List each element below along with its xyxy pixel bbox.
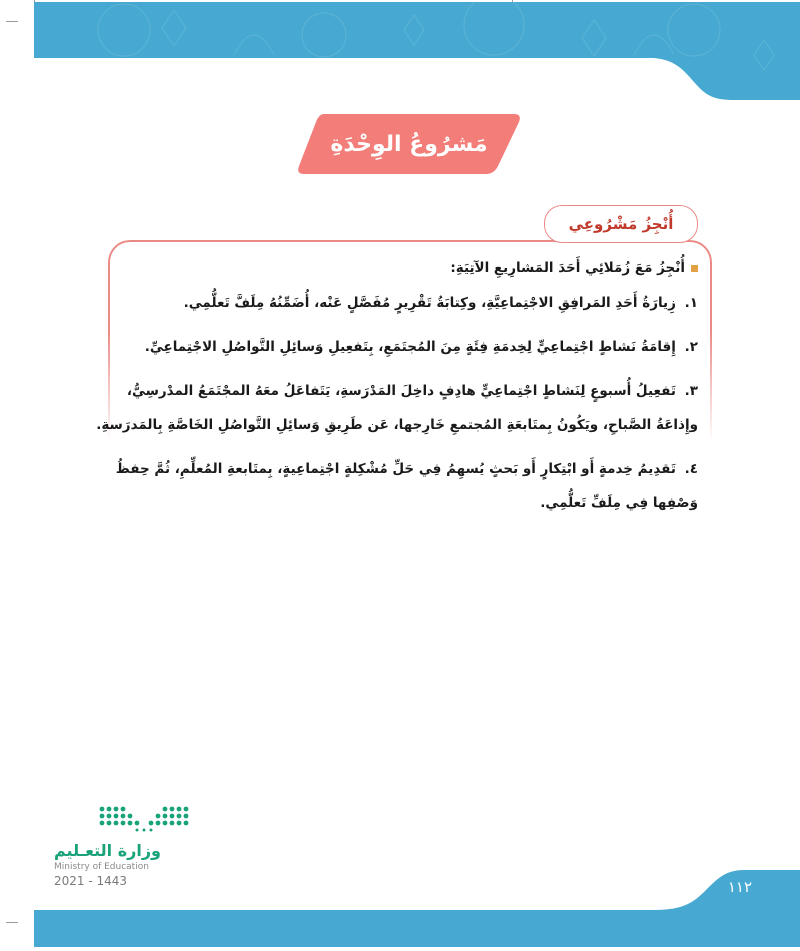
logo-dot [107,814,112,819]
intro-line [96,258,698,278]
logo-dot [184,814,189,819]
logo-dot [100,821,105,826]
logo-dot [100,807,105,812]
logo-dot [177,807,182,812]
item-number: ٣. [684,383,698,399]
item-number: ١. [684,295,698,311]
item-text: تَفعِيلُ أُسبوعٍ لِنَشاطٍ اجْتِماعِيٍّ هادِفٍ داخِلَ المَدْرَسةِ، يَتَفاعَلُ معَهُ المجْتَمَعُ المدْرسِيُّ، وإِذاعَةُ الصَّباحِ، ويَكُونُ بِمتَابعَةِ المُجتمعِ خَارِجها، عَن طَرِيقِ وَسائِلِ التَّواصُلِ الخَاصَّةِ بِالمَدرَسةِ. [96,383,698,433]
item-text: زِيارَةُ أَحَدِ المَرافِقِ الاجْتِماعِيَّةِ، وكِتابَةُ تَقْرِيرٍ مُفَصَّلٍ عَنْه، أُضَمِّنُهُ مِلَفَّ تَعلُّمِي. [183,295,676,311]
logo-dot [143,829,146,832]
logo-dot [121,807,126,812]
header-band [34,0,800,100]
logo-dot [135,821,140,826]
logo-dot [184,807,189,812]
logo-dot [156,814,161,819]
item-text: تَقدِيمُ خِدمةٍ أَو ابْتِكارٍ أَو بَحثٍ يُسهِمُ فِي حَلِّ مُشْكِلةٍ اجْتِماعِيةٍ، بِمتَابعةِ المُعلِّمِ، ثُمَّ حِفظُ وَصْفِها فِي مِلَفِّ تَعلُّمِي. [115,461,698,511]
project-list [96,258,698,536]
list-item [96,286,698,320]
item-number: ٢. [684,339,698,355]
logo-dot [114,814,119,819]
logo-dot [163,814,168,819]
list-item [96,374,698,442]
item-number: ٤. [684,461,698,477]
logo-dot [121,814,126,819]
footer-band [34,870,800,947]
logo-dot [107,807,112,812]
crop-mark [6,922,18,923]
logo-dot [107,821,112,826]
logo-dot [163,807,168,812]
logo-dot [177,821,182,826]
logo-dot [184,821,189,826]
logo-arabic-text: وزارة التعـليم [54,841,161,860]
logo-dot [170,814,175,819]
logo-dots-icon [98,805,190,839]
logo-dot [177,814,182,819]
logo-english-text: Ministry of Education [54,862,149,872]
logo-dot [170,821,175,826]
bullet-icon [691,265,698,272]
section-heading: أُنْجِزُ مَشْرُوعِي [544,205,698,243]
logo-year-text: 2021 - 1443 [54,874,128,888]
logo-dot [128,814,133,819]
crop-mark [6,21,18,22]
logo-dot [128,821,133,826]
logo-dot [114,821,119,826]
logo-dot [114,807,119,812]
logo-dot [170,807,175,812]
list-item [96,452,698,520]
logo-dot [149,821,154,826]
unit-project-title-banner [296,114,522,174]
logo-dot [121,821,126,826]
page-number: ١١٢ [727,878,752,896]
logo-dot [163,821,168,826]
list-item [96,330,698,364]
intro-text: أُنْجِزُ مَعَ زُمَلائِي أَحَدَ المَشارِيعِ الآتِيَةِ: [450,260,685,276]
page-title: مَشرُوعُ الوِحْدَةِ [330,131,488,157]
logo-dot [150,829,153,832]
item-text: إِقامَةُ نَشاطٍ اجْتِماعِيٍّ لِخِدمَةِ فِئَةٍ مِنَ المُجتَمَعِ، بِتَفعِيلِ وَسائِلِ التَّواصُلِ الاجْتِماعِيِّ. [144,339,676,355]
logo-dot [136,829,139,832]
logo-dot [156,821,161,826]
logo-dot [100,814,105,819]
